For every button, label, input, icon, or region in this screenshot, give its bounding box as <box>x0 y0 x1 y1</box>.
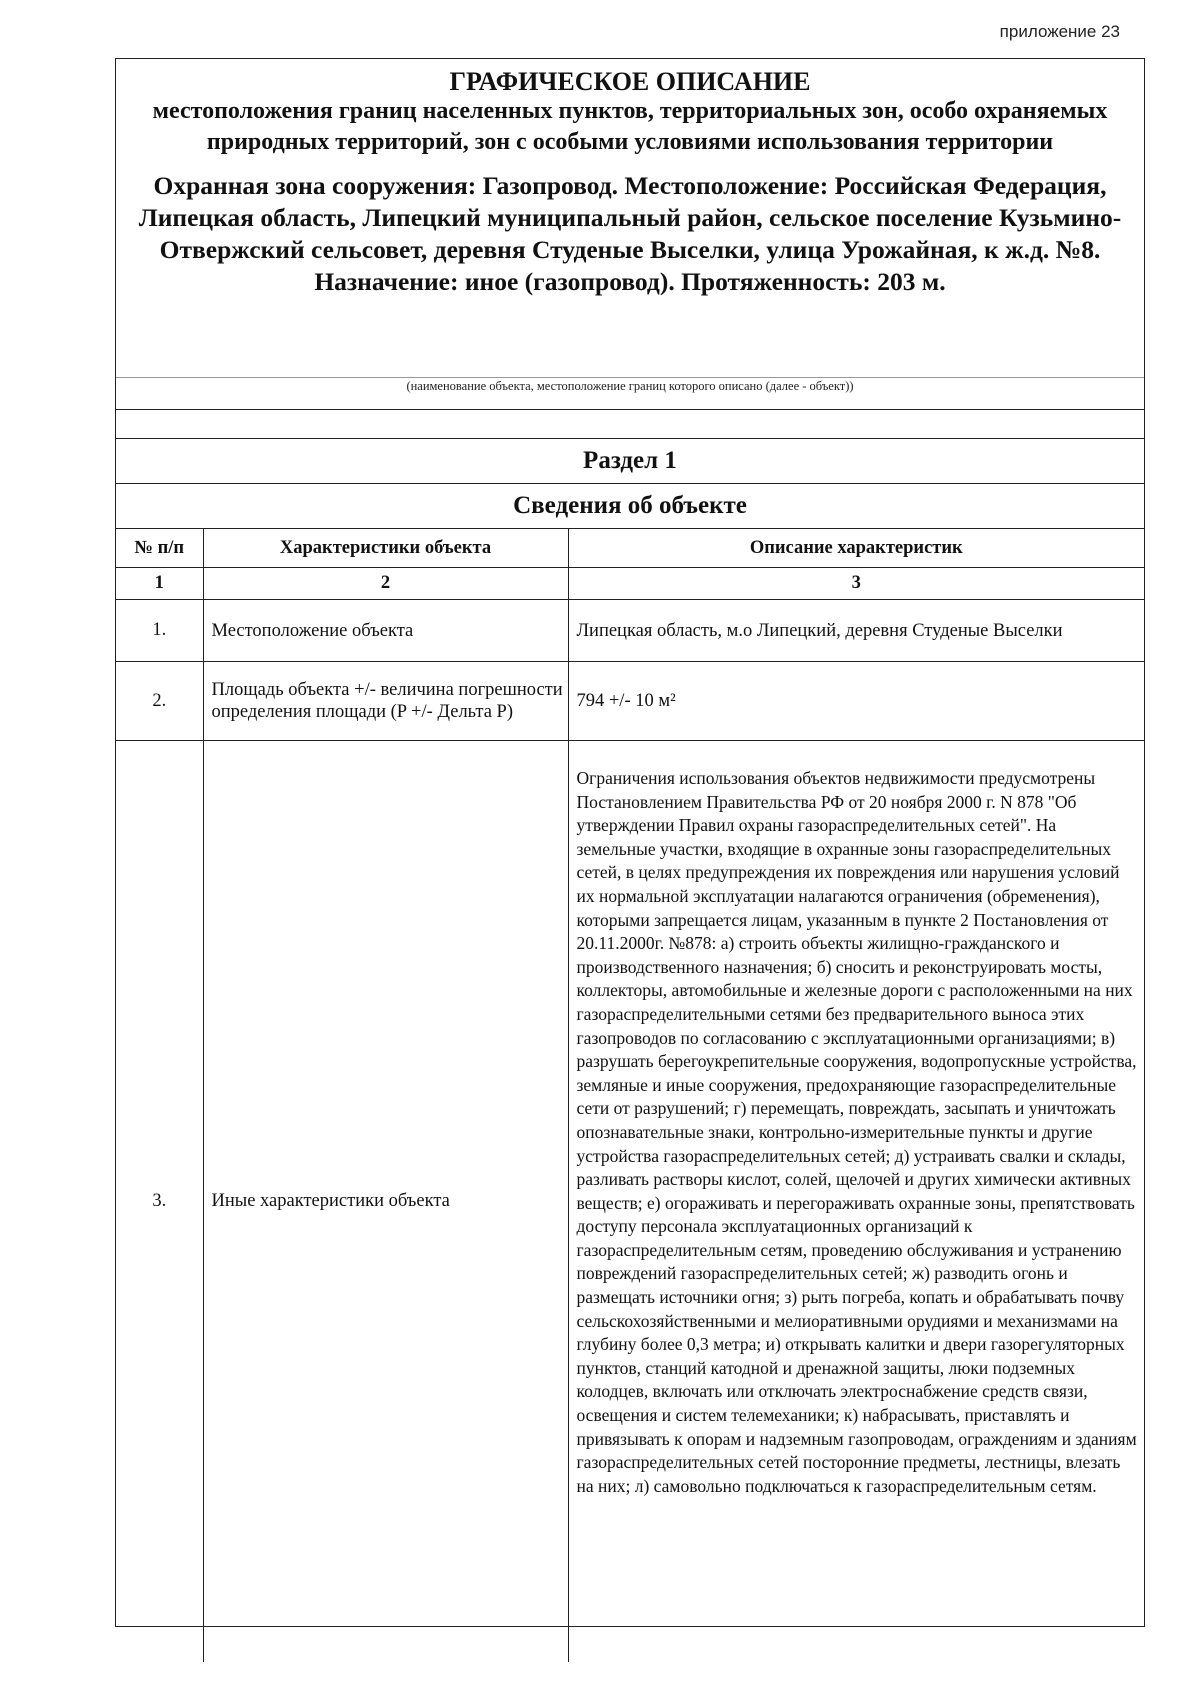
table-row <box>116 600 1144 662</box>
section-title: Раздел 1 <box>116 439 1144 484</box>
object-name: Охранная зона сооружения: Газопровод. Местоположение: Российская Федерация, Липецкая область, Липецкий муниципальный район, сельское поселение Кузьмино-Отвержский сельсовет, деревня Студеные Выселки, улица Урожайная, к ж.д. №8. Назначение: иное (газопровод). Протяженность: 203 м. <box>138 171 1122 296</box>
row-number: 3. <box>116 741 203 1662</box>
document-header <box>116 67 1144 377</box>
document-subtitle: местоположения границ населенных пунктов, территориальных зон, особо охраняемых природных территорий, зон с особыми условиями использования территории <box>152 98 1108 155</box>
column-number: 1 <box>116 568 203 600</box>
document-frame <box>115 58 1145 1627</box>
row-number: 2. <box>116 662 203 741</box>
column-header-number: № п/п <box>116 529 203 568</box>
row-number: 1. <box>116 600 203 662</box>
appendix-label: приложение 23 <box>999 22 1120 41</box>
row-description: Ограничения использования объектов недвижимости предусмотрены Постановлением Правительства РФ от 20 ноября 2000 г. N 878 "Об утверждении Правил охраны газораспределительных сетей". На земельные участки, входящие в охранные зоны газораспределительных сетей, в целях предупреждения их повреждения или нарушения условий их нормальной эксплуатации налагаются ограничения (обременения), которыми запрещается лицам, указанным в пункте 2 Постановления от 20.11.2000г. №878: а) строить объекты жилищно-гражданского и производственного назначения; б) сносить и реконструировать мосты, коллекторы, автомобильные и железные дороги с расположенными на них газораспределительными сетями без предварительного выноса этих газопроводов по согласованию с эксплуатационными организациями; в) разрушать берегоукрепительные сооружения, водопропускные устройства, земляные и иные сооружения, предохраняющие газораспределительные сети от разрушений; г) перемещать, повреждать, засыпать и уничтожать опознавательные знаки, контрольно-измерительные пункты и другие устройства газораспределительных сетей; д) устраивать свалки и склады, разливать растворы кислот, солей, щелочей и других химически активных веществ; е) огораживать и перегораживать охранные зоны, препятствовать доступу персонала эксплуатационных организаций к газораспределительным сетям, проведению обслуживания и устранению повреждений газораспределительных сетей; ж) разводить огонь и размещать источники огня; з) рыть погреба, копать и обрабатывать почву сельскохозяйственными и мелиоративными орудиями и механизмами на глубину более 0,3 метра; и) открывать калитки и двери газорегуляторных пунктов, станций катодной и дренажной защиты, люки подземных колодцев, включать или отключать электроснабжение средств связи, освещения и систем телемеханики; к) набрасывать, приставлять и привязывать к опорам и надземным газопроводам, ограждениям и зданиям газораспределительных сетей посторонние предметы, лестницы, влезать на них; л) самовольно подключаться к газораспределительным сетям. <box>568 741 1144 1662</box>
column-number-row <box>116 568 1144 600</box>
object-note: (наименование объекта, местоположение границ которого описано (далее - объект)) <box>116 377 1144 410</box>
column-header-characteristic: Характеристики объекта <box>203 529 568 568</box>
table-row <box>116 741 1144 1662</box>
object-info-table <box>116 529 1144 1662</box>
row-description: Липецкая область, м.о Липецкий, деревня Студеные Выселки <box>568 600 1144 662</box>
column-header-description: Описание характеристик <box>568 529 1144 568</box>
column-number: 3 <box>568 568 1144 600</box>
row-characteristic: Площадь объекта +/- величина погрешности определения площади (P +/- Дельта P) <box>203 662 568 741</box>
row-description: 794 +/- 10 м² <box>568 662 1144 741</box>
section-subtitle: Сведения об объекте <box>116 484 1144 529</box>
row-characteristic: Иные характеристики объекта <box>203 741 568 1662</box>
document-title: ГРАФИЧЕСКОЕ ОПИСАНИЕ <box>449 67 811 96</box>
table-header-row <box>116 529 1144 568</box>
header-spacer <box>116 410 1144 439</box>
table-row <box>116 662 1144 741</box>
row-characteristic: Местоположение объекта <box>203 600 568 662</box>
column-number: 2 <box>203 568 568 600</box>
